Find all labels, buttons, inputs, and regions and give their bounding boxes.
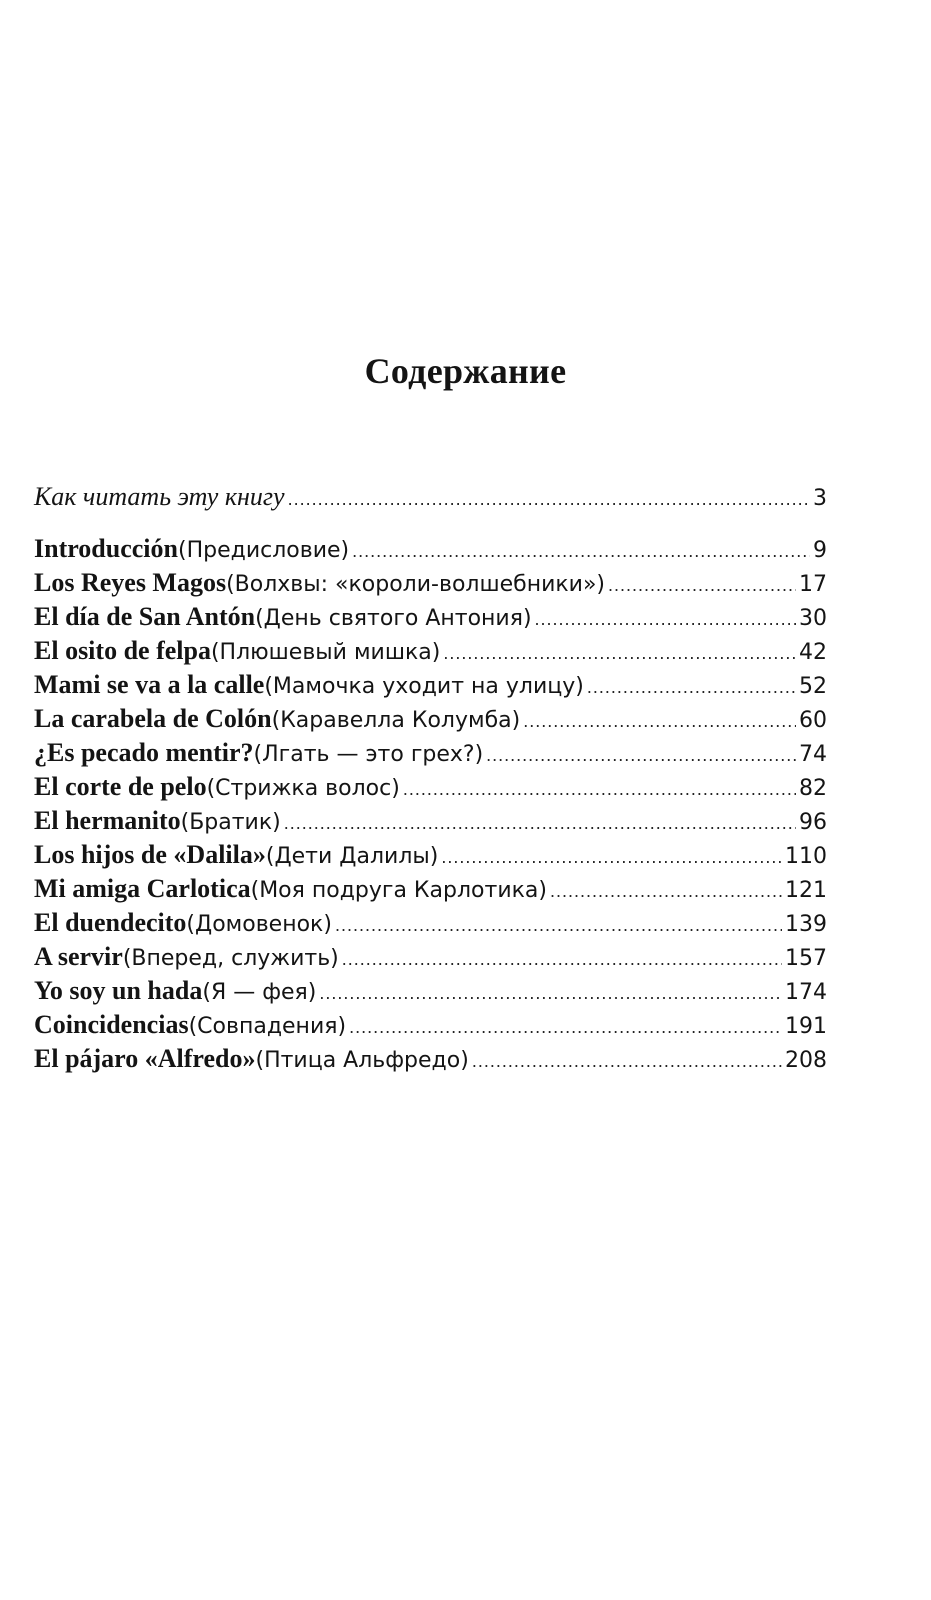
- toc-entry-page-number: 82: [799, 776, 827, 801]
- toc-entry-subtitle: (Каравелла Колумба): [271, 708, 521, 733]
- toc-entry[interactable]: [34, 566, 827, 600]
- toc-entry-page-number: 17: [799, 572, 827, 597]
- toc-entry[interactable]: [34, 770, 827, 804]
- toc-entry-subtitle: (Лгать — это грех?): [253, 742, 484, 767]
- toc-entry-title: El corte de pelo: [34, 772, 207, 801]
- toc-entry-subtitle: (Птица Альфредо): [255, 1048, 469, 1073]
- toc-entry-subtitle: (День святого Антония): [255, 606, 532, 631]
- toc-entry[interactable]: [34, 974, 827, 1008]
- dot-leader: [335, 908, 782, 942]
- toc-entry[interactable]: [34, 940, 827, 974]
- toc-intro-page-number: 3: [813, 486, 827, 511]
- toc-entry-title: El pájaro «Alfredo»: [34, 1044, 256, 1073]
- dot-leader: [403, 772, 796, 806]
- dot-leader: [288, 482, 810, 516]
- toc-entry-subtitle: (Стрижка волос): [206, 776, 400, 801]
- toc-entry[interactable]: [34, 736, 827, 770]
- dot-leader: [486, 738, 796, 772]
- dot-leader: [284, 806, 796, 840]
- dot-leader: [352, 534, 810, 568]
- toc-entry-title: ¿Es pecado mentir?: [34, 738, 254, 767]
- dot-leader: [587, 670, 796, 704]
- toc-entry[interactable]: [34, 532, 827, 566]
- toc-entry-subtitle: (Волхвы: «короли-волшебники»): [226, 572, 606, 597]
- dot-leader: [319, 976, 782, 1010]
- toc-entry-title: Los Reyes Magos: [34, 568, 227, 597]
- toc-entry-subtitle: (Дети Далилы): [265, 844, 439, 869]
- toc-entry-title: Los hijos de «Dalila»: [34, 840, 266, 869]
- toc-entry[interactable]: [34, 600, 827, 634]
- dot-leader: [472, 1044, 782, 1078]
- dot-leader: [523, 704, 796, 738]
- toc-entry-subtitle: (Предисловие): [178, 538, 350, 563]
- table-of-contents: [34, 480, 827, 1076]
- toc-entry-page-number: 191: [785, 1014, 827, 1039]
- toc-entry-title: Introducción: [34, 534, 178, 563]
- toc-entry-page-number: 110: [785, 844, 827, 869]
- toc-entry-subtitle: (Совпадения): [188, 1014, 347, 1039]
- toc-entry[interactable]: [34, 702, 827, 736]
- toc-entry-title: El duendecito: [34, 908, 187, 937]
- toc-entry-title: Mami se va a la calle: [34, 670, 265, 699]
- toc-entry-subtitle: (Братик): [180, 810, 281, 835]
- toc-entry-page-number: 42: [799, 640, 827, 665]
- toc-entry[interactable]: [34, 668, 827, 702]
- toc-entry-title: El día de San Antón: [34, 602, 256, 631]
- toc-entry-page-number: 30: [799, 606, 827, 631]
- dot-leader: [441, 840, 782, 874]
- toc-entry-title: La carabela de Colón: [34, 704, 272, 733]
- toc-entry-page-number: 60: [799, 708, 827, 733]
- toc-intro-entry[interactable]: [34, 480, 827, 514]
- dot-leader: [608, 568, 796, 602]
- toc-entry-list: [34, 532, 827, 1076]
- toc-entry-page-number: 96: [799, 810, 827, 835]
- dot-leader: [443, 636, 796, 670]
- toc-entry-title: A servir: [34, 942, 123, 971]
- toc-entry-page-number: 157: [785, 946, 827, 971]
- toc-entry[interactable]: [34, 1042, 827, 1076]
- toc-entry-page-number: 74: [799, 742, 827, 767]
- toc-entry-title: El osito de felpa: [34, 636, 211, 665]
- dot-leader: [342, 942, 782, 976]
- toc-entry-subtitle: (Мамочка уходит на улицу): [264, 674, 584, 699]
- page-title: Содержание: [364, 351, 567, 391]
- toc-entry[interactable]: [34, 634, 827, 668]
- toc-entry-title: El hermanito: [34, 806, 181, 835]
- toc-entry[interactable]: [34, 804, 827, 838]
- dot-leader: [349, 1010, 782, 1044]
- toc-entry-page-number: 208: [785, 1048, 827, 1073]
- toc-entry-title: Coincidencias: [34, 1010, 189, 1039]
- toc-entry[interactable]: [34, 838, 827, 872]
- toc-entry-page-number: 9: [813, 538, 827, 563]
- toc-entry-title: Yo soy un hada: [34, 976, 203, 1005]
- dot-leader: [550, 874, 782, 908]
- toc-entry[interactable]: [34, 906, 827, 940]
- toc-entry-title: Mi amiga Carlotica: [34, 874, 251, 903]
- toc-entry-page-number: 139: [785, 912, 827, 937]
- toc-entry[interactable]: [34, 872, 827, 906]
- toc-intro-title: Как читать эту книгу: [34, 482, 285, 511]
- toc-entry-subtitle: (Плюшевый мишка): [210, 640, 441, 665]
- toc-entry-page-number: 174: [785, 980, 827, 1005]
- toc-entry-subtitle: (Домовенок): [186, 912, 332, 937]
- toc-entry-page-number: 121: [785, 878, 827, 903]
- toc-entry[interactable]: [34, 1008, 827, 1042]
- toc-entry-subtitle: (Моя подруга Карлотика): [250, 878, 547, 903]
- toc-entry-subtitle: (Я — фея): [202, 980, 317, 1005]
- toc-entry-subtitle: (Вперед, служить): [122, 946, 339, 971]
- toc-entry-page-number: 52: [799, 674, 827, 699]
- dot-leader: [535, 602, 796, 636]
